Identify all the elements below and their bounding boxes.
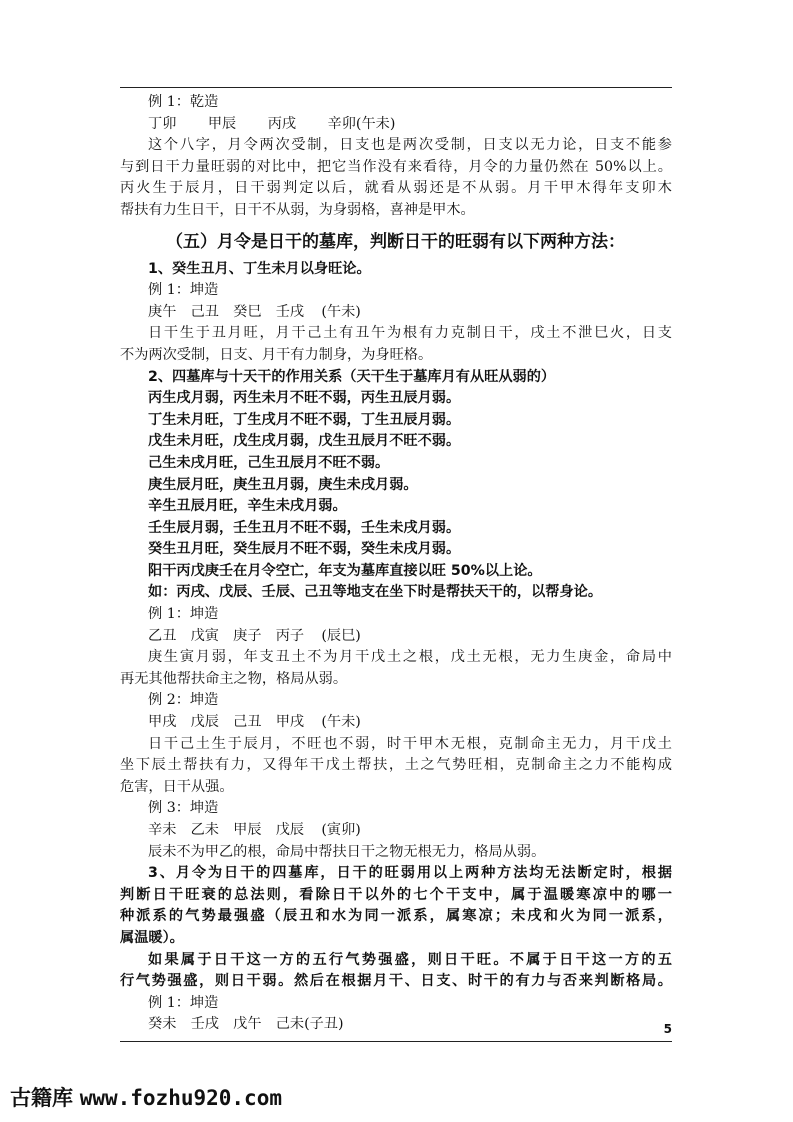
- bazi-line: 庚午 己丑 癸巳 壬戌 (午未): [148, 303, 361, 320]
- bold-rule-line: 戊生未月旺，戊生戌月弱，戊生丑辰月不旺不弱。: [148, 433, 461, 450]
- bold-rule-line: 庚生辰月旺，庚生丑月弱，庚生未戌月弱。: [148, 476, 418, 493]
- site-url: www.fozhu920.com: [79, 1086, 282, 1110]
- bold-paragraph-line: 3、月令为日干的四墓库，日干的旺弱用以上两种方法均无法断定时，根据: [148, 865, 672, 882]
- bold-paragraph-line: 判断日干旺衰的总法则，看除日干以外的七个干支中，属于温暖寒凉中的哪一: [120, 886, 672, 903]
- watermark-footer: [10, 1083, 282, 1113]
- bold-paragraph-line: 种派系的气势最强盛（辰丑和水为同一派系，属寒凉；未戌和火为同一派系，: [120, 908, 672, 925]
- bold-rule-line: 壬生辰月弱，壬生丑月不旺不弱，壬生未戌月弱。: [148, 519, 461, 536]
- bold-rule-line: 己生未戌月旺，己生丑辰月不旺不弱。: [148, 454, 390, 471]
- text-line: 再无其他帮扶命主之物，格局从弱。: [120, 670, 348, 687]
- bazi-line: 癸未 壬戌 戊午 己未(子丑): [148, 1016, 344, 1033]
- page-number: 5: [663, 1022, 672, 1036]
- text-line: 庚生寅月弱，年支丑土不为月干戊土之根，戊土无根，无力生庚金，命局中: [148, 649, 672, 666]
- text-line: 例 1：坤造: [148, 606, 219, 623]
- bold-paragraph-line: 如果属于日干这一方的五行气势强盛，则日干旺。不属于日干这一方的五: [148, 951, 672, 968]
- text-line: 不为两次受制，日支、月干有力制身，为身旺格。: [120, 346, 433, 363]
- text-line: 与到日干力量旺弱的对比中，把它当作没有来看待，月令的力量仍然在 50%以上。: [120, 158, 672, 175]
- footer-rule: [120, 1041, 672, 1042]
- text-line: 坐下辰土帮扶有力，又得年干戊土帮扶，土之气势旺相，克制命主之力不能构成: [120, 757, 672, 774]
- text-line: 丙火生于辰月，日干弱判定以后，就看从弱还是不从弱。月干甲木得年支卯木: [120, 180, 672, 197]
- page-body: [120, 92, 672, 1036]
- bold-rule-line: 如：丙戌、戊辰、壬辰、己丑等地支在坐下时是帮扶天干的，以帮身论。: [148, 584, 603, 601]
- text-line: 例 1：坤造: [148, 282, 219, 299]
- bazi-line: 丁卯 甲辰 丙戌 辛卯(午未): [148, 115, 396, 132]
- site-brand: 古籍库: [10, 1086, 73, 1110]
- bazi-line: 辛未 乙未 甲辰 戊辰 (寅卯): [148, 822, 361, 838]
- section-heading: （五）月令是日干的墓库，判断日干的旺弱有以下两种方法：: [166, 231, 625, 252]
- text-line: 日干生于丑月旺，月干己土有丑午为根有力克制日干，戌土不泄巳火，日支: [148, 325, 672, 342]
- bold-rule-line: 辛生丑辰月旺，辛生未戌月弱。: [148, 498, 347, 515]
- bold-paragraph-line: 属温暖）。: [120, 929, 184, 946]
- text-line: 这个八字，月令两次受制，日支也是两次受制，日支以无力论，日支不能参: [148, 137, 672, 154]
- header-rule: [120, 87, 672, 88]
- text-line: 例 2：坤造: [148, 692, 219, 709]
- bold-paragraph-line: 行气势强盛，则日干弱。然后在根据月干、日支、时干的有力与否来判断格局。: [120, 973, 672, 990]
- text-line: 例 1：乾造: [148, 94, 219, 110]
- text-line: 帮扶有力生日干，日干不从弱，为身弱格，喜神是甲木。: [120, 201, 475, 218]
- bazi-line: 甲戌 戊辰 己丑 甲戌 (午未): [148, 714, 361, 731]
- bold-rule-line: 阳干丙戊庚壬在月令空亡，年支为墓库直接以旺 50%以上论。: [148, 562, 542, 579]
- text-line: 例 3：坤造: [148, 800, 219, 817]
- text-line: 日干己土生于辰月，不旺也不弱，时干甲木无根，克制命主无力，月干戊土: [148, 735, 672, 752]
- text-line: 危害，日干从强。: [120, 778, 234, 795]
- bold-rule-line: 丙生戌月弱，丙生未月不旺不弱，丙生丑辰月弱。: [148, 390, 461, 407]
- text-line: 辰未不为甲乙的根，命局中帮扶日干之物无根无力，格局从弱。: [148, 843, 546, 860]
- bazi-line: 乙丑 戊寅 庚子 丙子 (辰巳): [148, 627, 361, 644]
- subheading: 2、四墓库与十天干的作用关系（天干生于墓库月有从旺从弱的）: [148, 368, 556, 385]
- text-line: 例 1：坤造: [148, 994, 219, 1011]
- bold-rule-line: 癸生丑月旺，癸生辰月不旺不弱，癸生未戌月弱。: [148, 541, 461, 558]
- subheading: 1、癸生丑月、丁生未月以身旺论。: [148, 260, 371, 277]
- bold-rule-line: 丁生未月旺，丁生戌月不旺不弱，丁生丑辰月弱。: [148, 411, 461, 428]
